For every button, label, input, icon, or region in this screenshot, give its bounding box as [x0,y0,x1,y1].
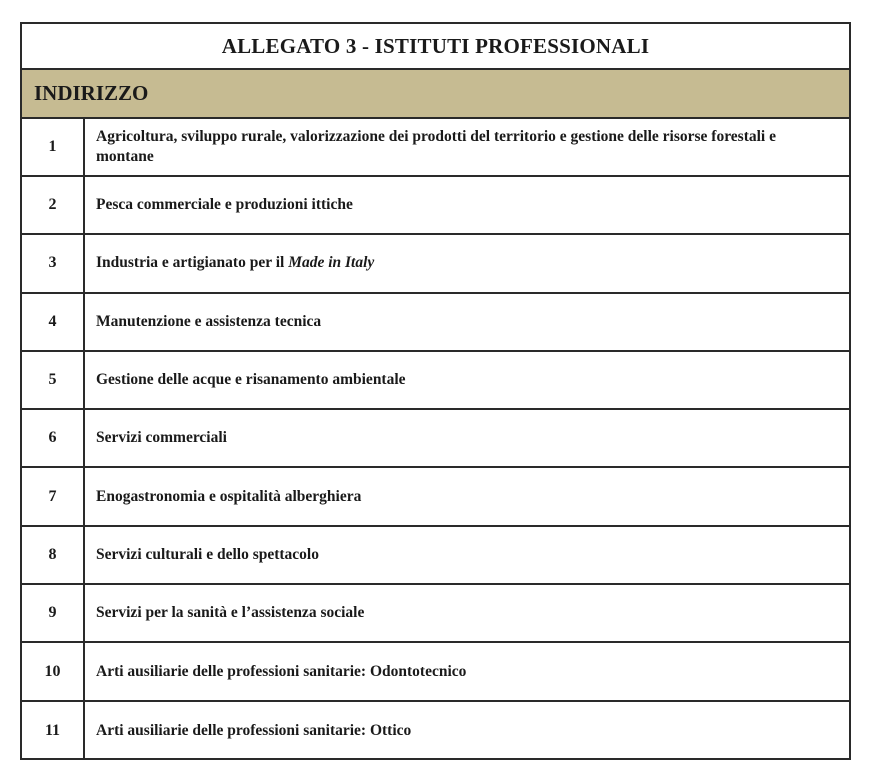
table-row [22,527,849,585]
row-number: 9 [22,585,85,641]
table-row [22,352,849,410]
row-text: Manutenzione e assistenza tecnica [96,312,322,330]
row-number: 3 [22,235,85,291]
row-text [85,235,849,291]
table-row [22,410,849,468]
column-header-indirizzo: INDIRIZZO [22,70,849,119]
row-text-plain: Industria e artigianato per il [96,254,285,272]
table-row [22,235,849,293]
table-row [22,177,849,235]
row-text: Servizi commerciali [96,429,227,447]
table-row [22,294,849,352]
table-row [22,585,849,643]
row-number: 1 [22,119,85,175]
table-body [22,119,849,760]
row-text: Pesca commerciale e produzioni ittiche [96,196,353,214]
row-number: 6 [22,410,85,466]
row-text-italic: Made in Italy [288,254,375,272]
row-number: 10 [22,643,85,699]
row-text: Servizi per la sanità e l’assistenza sociale [96,604,365,622]
table-row [22,702,849,760]
row-text: Arti ausiliarie delle professioni sanitarie: Odontotecnico [96,662,467,680]
table-row [22,119,849,177]
row-text: Gestione delle acque e risanamento ambientale [96,371,406,389]
row-number: 4 [22,294,85,350]
row-number: 5 [22,352,85,408]
row-number: 11 [22,702,85,760]
row-number: 7 [22,468,85,524]
table-title: ALLEGATO 3 - ISTITUTI PROFESSIONALI [22,24,849,70]
row-text: Agricoltura, sviluppo rurale, valorizzazione dei prodotti del territorio e gestione delle risorse forestali e montane [96,128,776,165]
row-text: Enogastronomia e ospitalità alberghiera [96,487,362,505]
table-row [22,468,849,526]
table-document [20,22,851,760]
table-row [22,643,849,701]
row-text: Servizi culturali e dello spettacolo [96,545,319,563]
row-number: 8 [22,527,85,583]
row-number: 2 [22,177,85,233]
row-text: Arti ausiliarie delle professioni sanitarie: Ottico [96,721,412,739]
